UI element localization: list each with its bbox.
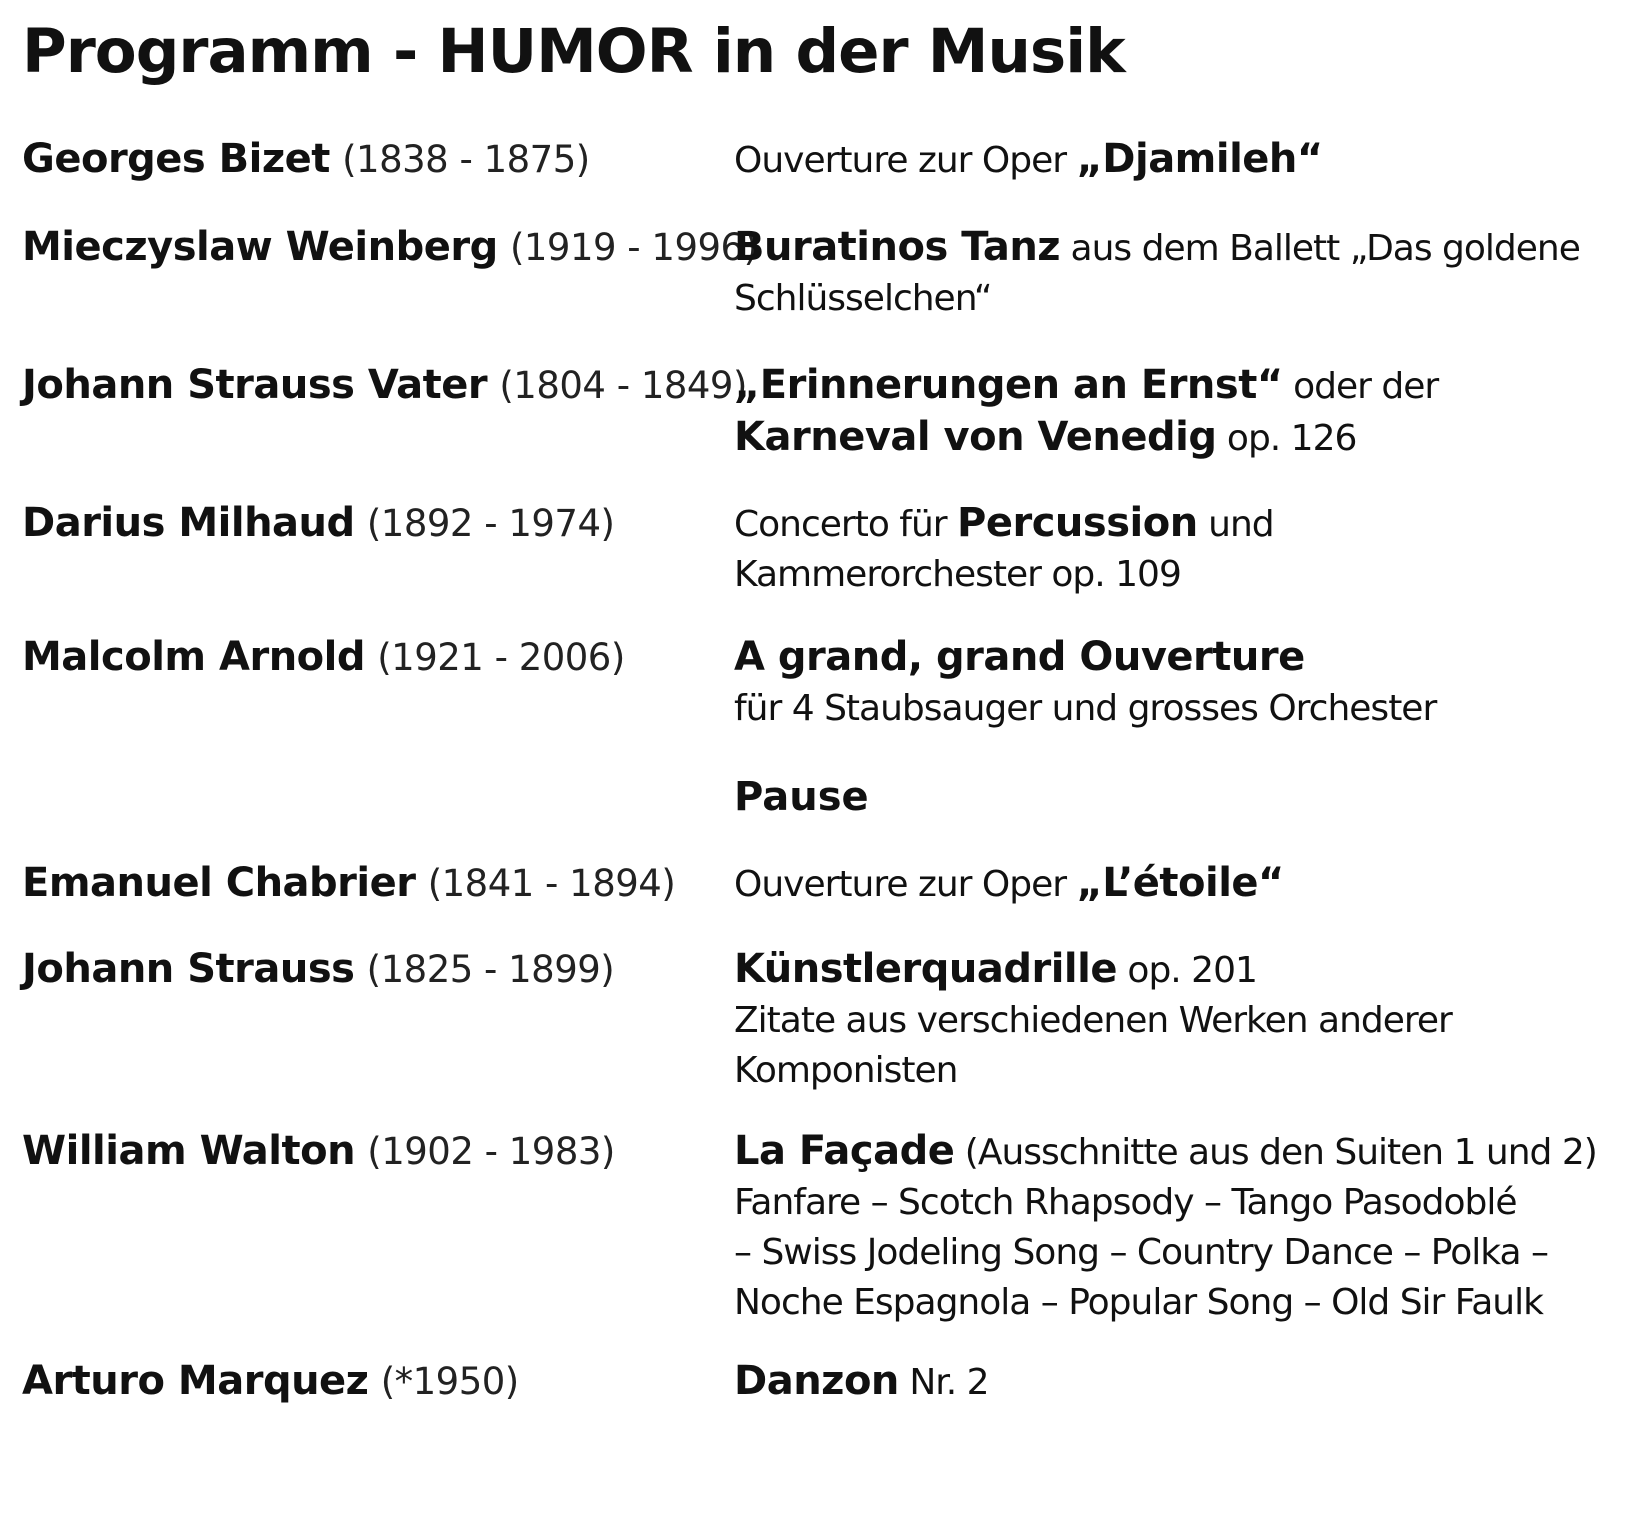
composer-name: Mieczyslaw Weinberg: [22, 224, 498, 270]
work-text-line: Kammerorchester op. 109: [734, 554, 1181, 595]
work-text: Ouverture zur Oper: [734, 140, 1077, 181]
work-title-bold: „Erinnerungen an Ernst“: [734, 362, 1283, 408]
work-text-line: Zitate aus verschiedenen Werken anderer: [734, 1000, 1452, 1041]
work-text: op. 126: [1216, 418, 1357, 459]
composer: [22, 498, 742, 549]
composer: [22, 1356, 742, 1407]
work-title-bold: A grand, grand Ouverture: [734, 634, 1305, 680]
work-title: [734, 858, 1614, 910]
composer-name: Emanuel Chabrier: [22, 860, 416, 906]
work-title: [734, 222, 1614, 324]
composer-dates: (1804 - 1849): [499, 364, 747, 407]
composer-dates: (1825 - 1899): [366, 948, 615, 991]
composer-dates: (*1950): [380, 1360, 519, 1403]
composer-dates: (1892 - 1974): [366, 502, 615, 545]
work-title-bold: „Djamileh“: [1076, 136, 1323, 182]
work-text-line: Schlüsselchen“: [734, 278, 992, 319]
work-text-line: Komponisten: [734, 1050, 958, 1091]
work-text-line: – Swiss Jodeling Song – Country Dance – Polka –: [734, 1232, 1548, 1273]
work-title-bold: „L’étoile“: [1076, 860, 1284, 906]
composer: [22, 134, 742, 185]
work-title-bold: Künstlerquadrille: [734, 946, 1117, 992]
work-text-line: Fanfare – Scotch Rhapsody – Tango Pasodoblé: [734, 1182, 1517, 1223]
composer-name: Georges Bizet: [22, 136, 330, 182]
work-title-bold: Buratinos Tanz: [734, 224, 1061, 270]
work-title-bold: Karneval von Venedig: [734, 414, 1217, 460]
work-text: aus dem Ballett „Das goldene: [1060, 228, 1580, 269]
work-text-line: für 4 Staubsauger und grosses Orchester: [734, 688, 1437, 729]
composer: [22, 360, 747, 411]
composer-name: Darius Milhaud: [22, 500, 355, 546]
pause-label: Pause: [734, 774, 869, 820]
composer-dates: (1838 - 1875): [342, 138, 590, 181]
composer: [22, 944, 742, 995]
composer-name: Arturo Marquez: [22, 1358, 369, 1404]
page-title: Programm - HUMOR in der Musik: [22, 16, 1125, 87]
work-text: (Ausschnitte aus den Suiten 1 und 2): [954, 1132, 1597, 1173]
work-title: [734, 360, 1614, 464]
composer: [22, 1126, 742, 1177]
work-text: und: [1197, 504, 1274, 545]
work-title: [734, 1126, 1614, 1328]
work-text: Concerto für: [734, 504, 958, 545]
composer-name: Johann Strauss Vater: [22, 362, 488, 408]
work-title-bold: La Façade: [734, 1128, 955, 1174]
composer: [22, 222, 758, 273]
work-title-bold: Percussion: [957, 500, 1198, 546]
work-text-line: Noche Espagnola – Popular Song – Old Sir Faulk: [734, 1282, 1543, 1323]
work-text: Nr. 2: [898, 1362, 989, 1403]
work-title: [734, 944, 1614, 1096]
composer-name: Johann Strauss: [22, 946, 355, 992]
composer-dates: (1921 - 2006): [377, 636, 625, 679]
composer: [22, 632, 742, 683]
work-title-bold: Danzon: [734, 1358, 899, 1404]
composer: [22, 858, 742, 909]
work-title: [734, 498, 1614, 600]
work-text: Ouverture zur Oper: [734, 864, 1077, 905]
work-title: [734, 134, 1614, 186]
work-title: [734, 632, 1614, 734]
composer-name: William Walton: [22, 1128, 356, 1174]
composer-dates: (1902 - 1983): [367, 1130, 615, 1173]
composer-dates: (1841 - 1894): [427, 862, 676, 905]
work-text: oder der: [1282, 366, 1439, 407]
composer-dates: (1919 - 1996): [509, 226, 758, 269]
work-title: [734, 1356, 1614, 1408]
work-text: op. 201: [1116, 950, 1257, 991]
composer-name: Malcolm Arnold: [22, 634, 365, 680]
